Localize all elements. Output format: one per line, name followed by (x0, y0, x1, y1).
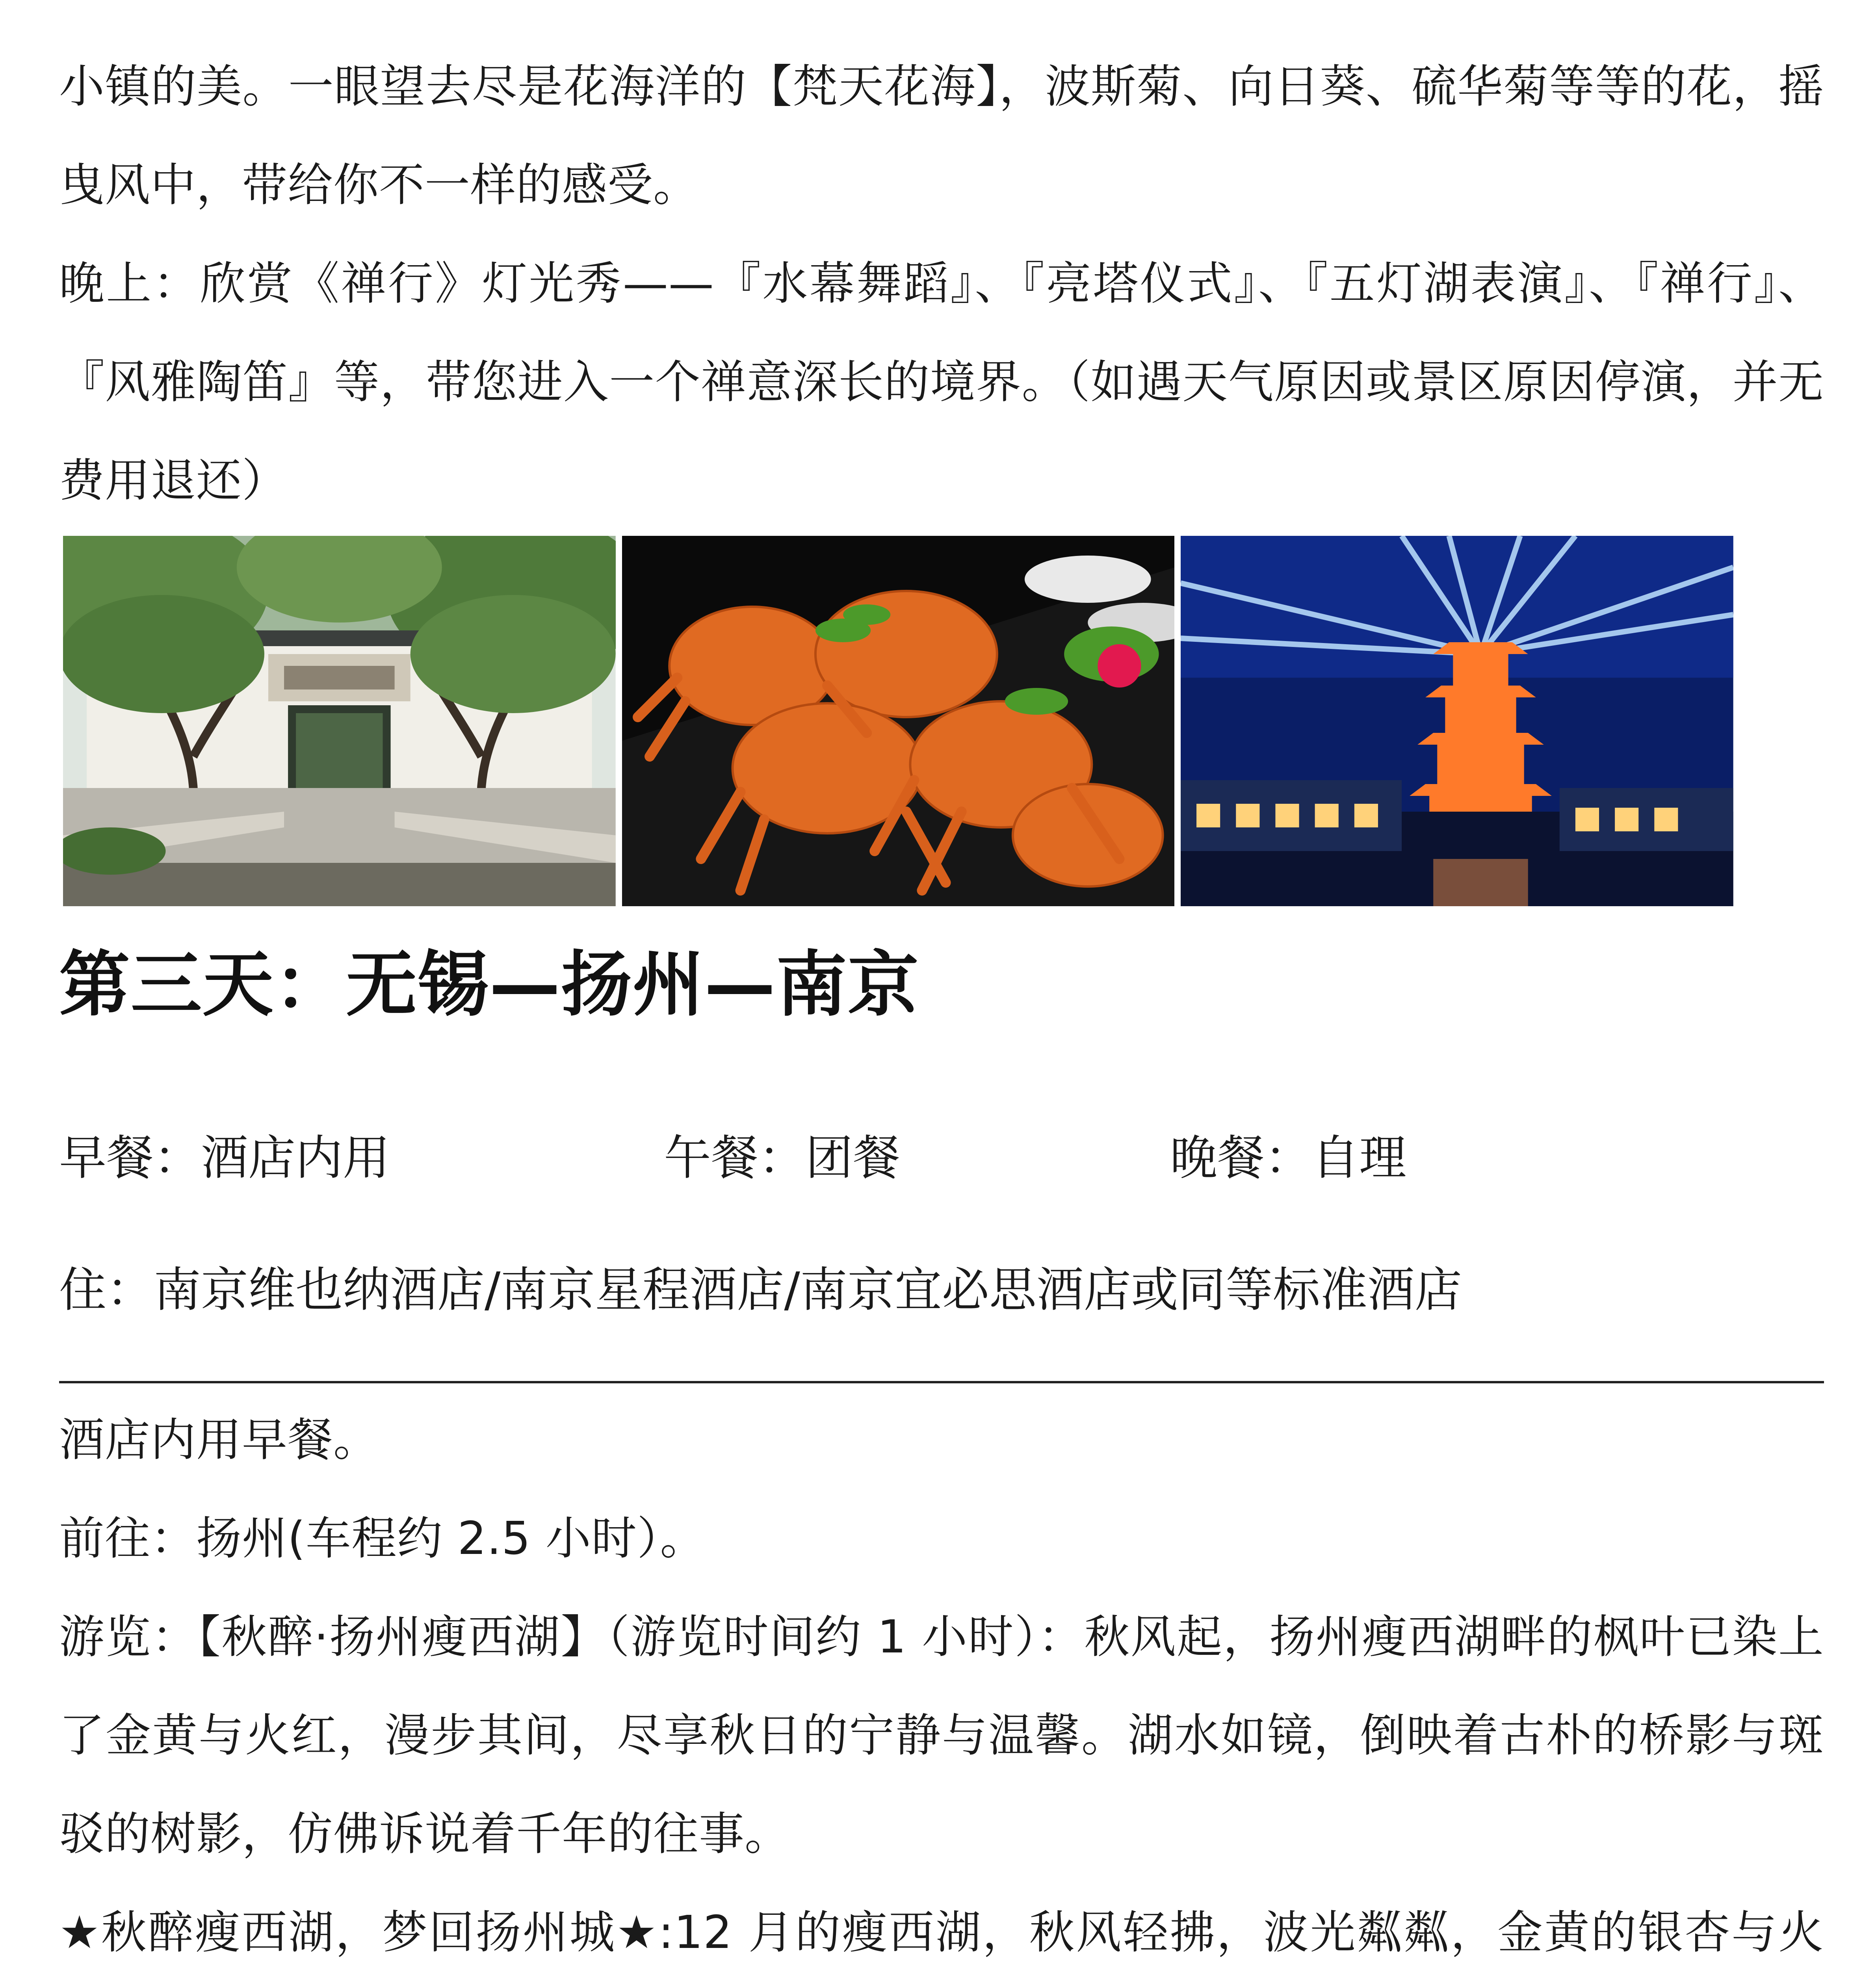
detail-transfer: 前往：扬州(车程约 2.5 小时）。 (59, 1512, 706, 1565)
intro-paragraph-1: 小镇的美。一眼望去尽是花海洋的【梵天花海】，波斯菊、向日葵、硫华菊等等的花，摇曳风中，带给你不一样的感受。 (59, 60, 1824, 212)
detail-slender-west-lake: 游览：【秋醉·扬州瘦西湖】（游览时间约 1 小时）：秋风起，扬州瘦西湖畔的枫叶已染上了金黄与火红，漫步其间，尽享秋日的宁静与温馨。湖水如镜，倒映着古朴的桥影与斑驳的树影，仿佛诉说着千年的往事。 (59, 1611, 1824, 1860)
detail-breakfast: 酒店内用早餐。 (59, 1414, 379, 1466)
hotel-info: 住：南京维也纳酒店/南京星程酒店/南京宜必思酒店或同等标准酒店 (59, 1263, 1462, 1318)
photo-garden-gate (63, 536, 616, 906)
garden-gate-illustration (63, 536, 616, 906)
photo-pagoda-light-show (1181, 536, 1733, 906)
intro-paragraph-2: 晚上：欣赏《禅行》灯光秀——『水幕舞蹈』、『亮塔仪式』、『五灯湖表演』、『禅行』、『风雅陶笛』等，带您进入一个禅意深长的境界。（如遇天气原因或景区原因停演，并无费用退还） (59, 257, 1824, 507)
intro-section (59, 0, 1824, 530)
day-three-title: 第三天：无锡—扬州—南京 (59, 944, 920, 1026)
lunch-info: 午餐：团餐 (664, 1131, 900, 1186)
itinerary-details (59, 1391, 1824, 1970)
pagoda-light-show-illustration (1181, 536, 1733, 906)
detail-highlight-1: ★秋醉瘦西湖，梦回扬州城★:12 月的瘦西湖，秋风轻拂，波光粼粼，金黄的银杏与火 (59, 1906, 1824, 1959)
hairy-crabs-illustration (622, 536, 1175, 906)
dinner-info: 晚餐：自理 (1170, 1131, 1406, 1186)
section-divider (59, 1381, 1824, 1383)
breakfast-info: 早餐：酒店内用 (59, 1131, 390, 1186)
photo-strip (63, 536, 1733, 906)
photo-hairy-crabs (622, 536, 1175, 906)
meals-row (59, 1119, 1824, 1198)
